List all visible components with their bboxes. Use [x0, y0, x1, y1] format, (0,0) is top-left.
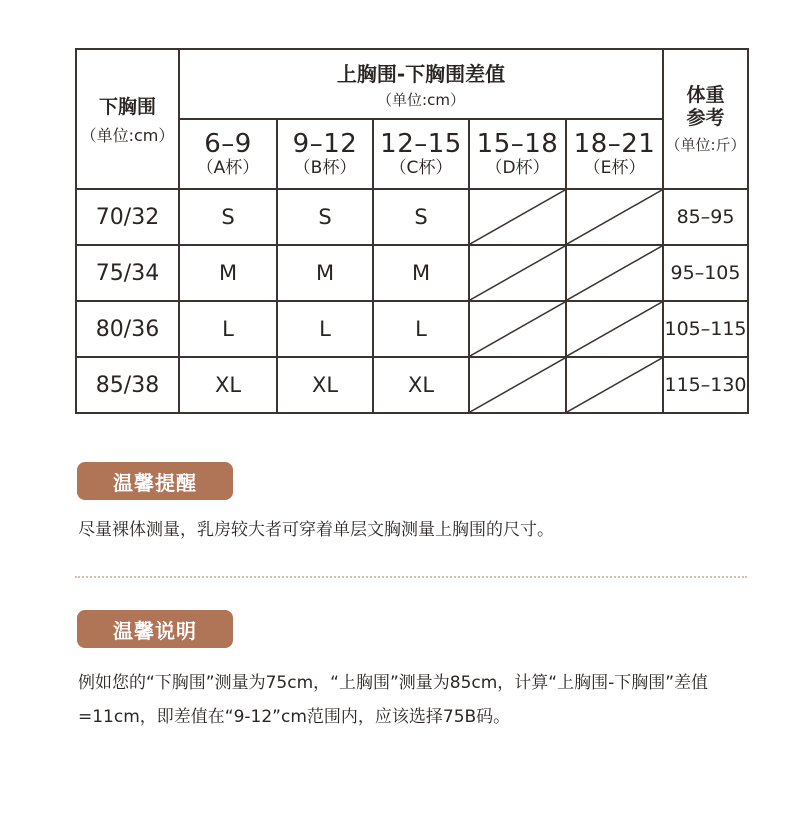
band-value: 75/34: [76, 245, 179, 301]
size-value: S: [277, 189, 373, 245]
table-row: [76, 301, 748, 357]
cup-label: （B杯）: [293, 158, 357, 178]
diff-header: 上胸围-下胸围差值: [336, 62, 506, 86]
size-table: [75, 48, 749, 414]
cup-header-d: [469, 119, 566, 189]
explanation-title-badge: [77, 610, 233, 648]
diff-unit: （单位:cm）: [377, 91, 465, 109]
empty-cell: [469, 301, 566, 357]
cup-label: （E杯）: [583, 158, 646, 178]
cup-header-b: [277, 119, 373, 189]
cup-header-c: [373, 119, 469, 189]
band-value: 80/36: [76, 301, 179, 357]
weight-value: 85–95: [663, 189, 748, 245]
size-value: S: [373, 189, 469, 245]
weight-value: 95–105: [663, 245, 748, 301]
reminder-title-badge: [77, 462, 233, 500]
band-unit: （单位:cm）: [80, 126, 175, 145]
cup-range: 15–18: [476, 129, 559, 159]
size-value: M: [179, 245, 277, 301]
weight-unit: （单位:斤）: [665, 135, 746, 154]
size-value: L: [277, 301, 373, 357]
explanation-title: 温馨说明: [113, 618, 197, 643]
cup-range: 12–15: [380, 129, 462, 159]
cup-label: （C杯）: [389, 158, 453, 178]
empty-cell: [469, 189, 566, 245]
band-header-cell: [76, 49, 179, 189]
cup-label: （A杯）: [196, 158, 260, 178]
empty-cell: [566, 245, 663, 301]
size-value: S: [179, 189, 277, 245]
reminder-text: 尽量裸体测量，乳房较大者可穿着单层文胸测量上胸围的尺寸。: [78, 520, 554, 540]
size-value: L: [373, 301, 469, 357]
weight-value: 115–130: [663, 357, 748, 413]
weight-value: 105–115: [663, 301, 748, 357]
reminder-title: 温馨提醒: [113, 470, 197, 495]
size-value: M: [373, 245, 469, 301]
size-value: XL: [179, 357, 277, 413]
band-header: 下胸围: [98, 96, 156, 118]
size-value: M: [277, 245, 373, 301]
band-value: 85/38: [76, 357, 179, 413]
empty-cell: [566, 189, 663, 245]
explanation-text: 例如您的“下胸围”测量为75cm，“上胸围”测量为85cm，计算“上胸围-下胸围”差值=11cm，即差值在“9-12”cm范围内，应该选择75B码。: [78, 673, 709, 727]
cup-range: 6–9: [204, 129, 252, 159]
size-value: XL: [373, 357, 469, 413]
weight-header-line2: 参考: [686, 106, 725, 129]
table-row: [76, 357, 748, 413]
weight-header-line1: 体重: [686, 83, 725, 106]
section-divider: [75, 576, 747, 578]
empty-cell: [566, 357, 663, 413]
size-value: L: [179, 301, 277, 357]
empty-cell: [566, 301, 663, 357]
table-row: [76, 189, 748, 245]
cup-range: 18–21: [573, 129, 656, 159]
weight-header-cell: [663, 49, 748, 189]
band-value: 70/32: [76, 189, 179, 245]
cup-header-a: [179, 119, 277, 189]
table-row: [76, 245, 748, 301]
cup-range: 9–12: [292, 129, 358, 159]
empty-cell: [469, 357, 566, 413]
cup-label: （D杯）: [485, 158, 550, 178]
diff-header-cell: [179, 49, 663, 119]
cup-header-e: [566, 119, 663, 189]
empty-cell: [469, 245, 566, 301]
size-value: XL: [277, 357, 373, 413]
size-chart: [75, 48, 749, 414]
